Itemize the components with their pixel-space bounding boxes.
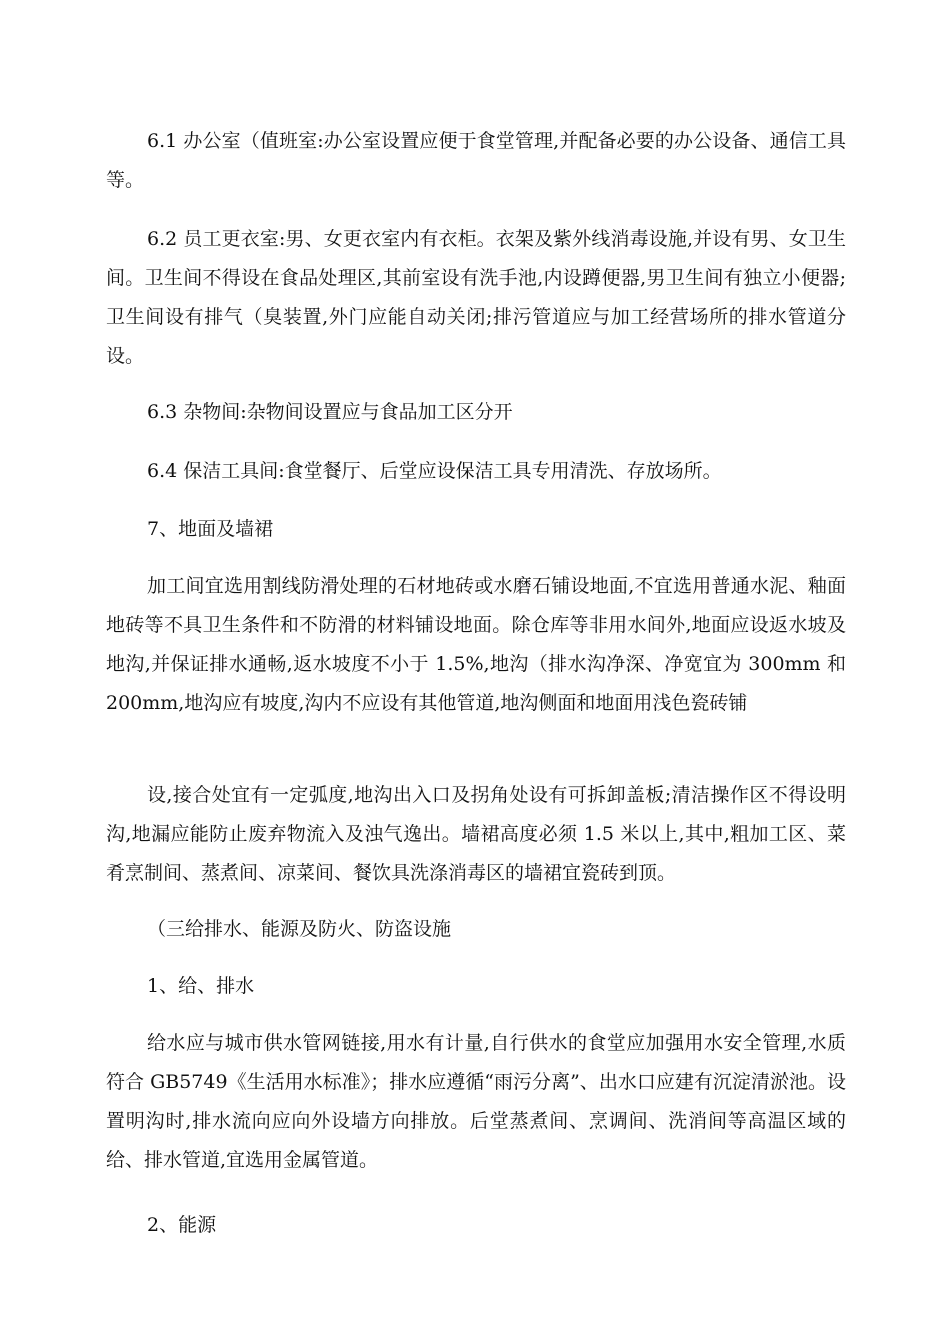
paragraph-6-1: 6.1 办公室（值班室:办公室设置应便于食堂管理,并配备必要的办公设备、通信工具等。	[106, 130, 846, 191]
paragraph-floor-2: 设,接合处宜有一定弧度,地沟出入口及拐角处设有可拆卸盖板;清洁操作区不得设明沟,地漏应能防止废弃物流入及浊气逸出。墙裙高度必须 1.5 米以上,其中,粗加工区、菜肴烹制间、蒸煮间、凉菜间、餐饮具洗涤消毒区的墙裙宜瓷砖到顶。	[106, 784, 846, 884]
heading-floor-and-wall: 7、地面及墙裙	[147, 518, 274, 540]
heading-energy: 2、能源	[147, 1214, 217, 1236]
paragraph-6-2: 6.2 员工更衣室:男、女更衣室内有衣柜。衣架及紫外线消毒设施,并设有男、女卫生间。卫生间不得设在食品处理区,其前室设有洗手池,内设蹲便器,男卫生间有独立小便器;卫生间设有排气（臭装置,外门应能自动关闭;排污管道应与加工经营场所的排水管道分设。	[106, 228, 846, 367]
heading-water-supply: 1、给、排水	[147, 975, 255, 997]
paragraph-6-3: 6.3 杂物间:杂物间设置应与食品加工区分开	[147, 401, 513, 423]
heading-section-3: （三给排水、能源及防火、防盗设施	[147, 918, 452, 940]
paragraph-6-4: 6.4 保洁工具间:食堂餐厅、后堂应设保洁工具专用清洗、存放场所。	[147, 460, 722, 482]
paragraph-water-supply: 给水应与城市供水管网链接,用水有计量,自行供水的食堂应加强用水安全管理,水质符合 GB5749《生活用水标准》；排水应遵循“雨污分离”、出水口应建有沉淀清淤池。设置明沟时,排水流向应向外设墙方向排放。后堂蒸煮间、烹调间、洗消间等高温区域的给、排水管道,宜选用金属管道。	[106, 1032, 846, 1171]
paragraph-floor-1: 加工间宜选用割线防滑处理的石材地砖或水磨石铺设地面,不宜选用普通水泥、釉面地砖等不具卫生条件和不防滑的材料铺设地面。除仓库等非用水间外,地面应设返水坡及地沟,并保证排水通畅,返水坡度不小于 1.5%,地沟（排水沟净深、净宽宜为 300mm 和 200mm,地沟应有坡度,沟内不应设有其他管道,地沟侧面和地面用浅色瓷砖铺	[106, 575, 846, 714]
